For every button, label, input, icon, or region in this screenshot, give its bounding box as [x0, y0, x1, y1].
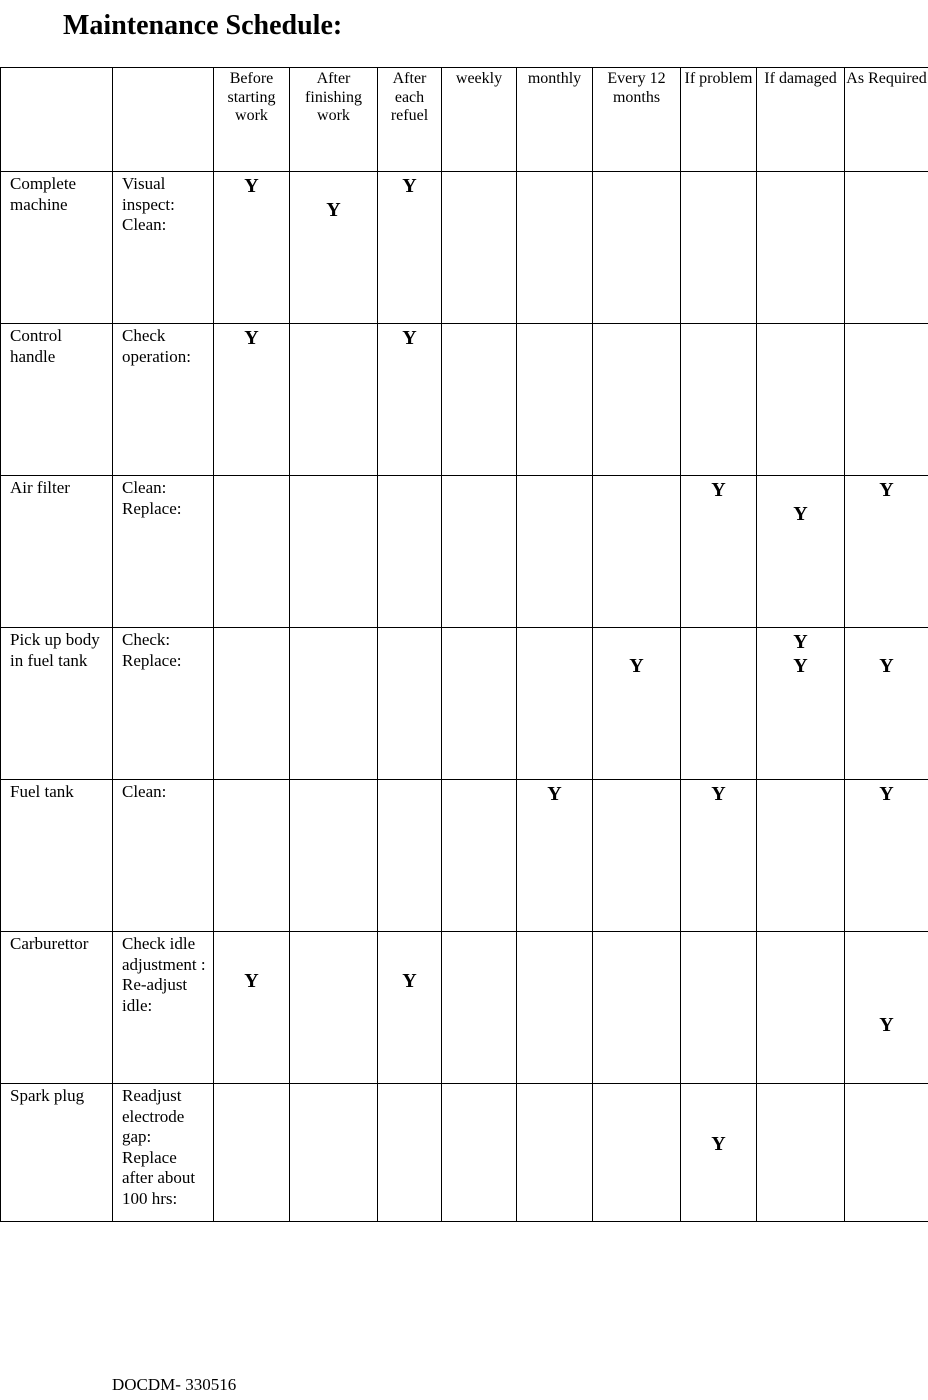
header-monthly: monthly	[517, 68, 593, 172]
cell-after-finishing	[290, 324, 378, 476]
table-row	[1, 324, 928, 476]
check-mark: Y	[879, 655, 894, 677]
cell-as-required	[845, 172, 928, 324]
cell-if-damaged	[757, 932, 845, 1084]
page-title: Maintenance Schedule:	[63, 10, 343, 41]
cell-every-12-months	[593, 324, 681, 476]
check-mark: Y	[244, 327, 259, 349]
header-after-each-refuel: After each refuel	[378, 68, 442, 172]
cell-monthly	[517, 628, 593, 780]
cell-if-damaged	[757, 476, 845, 628]
check-mark: Y	[793, 655, 808, 677]
header-row	[1, 68, 928, 172]
row-item: Carburettor	[1, 932, 113, 1084]
cell-every-12-months	[593, 172, 681, 324]
header-as-required: As Required	[845, 68, 928, 172]
table-row	[1, 172, 928, 324]
cell-as-required	[845, 1084, 928, 1222]
cell-weekly	[442, 172, 517, 324]
check-mark: Y	[793, 503, 808, 525]
cell-after-refuel	[378, 172, 442, 324]
cell-if-damaged	[757, 628, 845, 780]
cell-after-finishing	[290, 1084, 378, 1222]
header-if-damaged: If damaged	[757, 68, 845, 172]
cell-as-required	[845, 476, 928, 628]
cell-as-required	[845, 628, 928, 780]
check-mark: Y	[244, 970, 259, 992]
row-item: Air filter	[1, 476, 113, 628]
cell-before-starting	[214, 780, 290, 932]
check-mark: Y	[326, 199, 341, 221]
row-item: Fuel tank	[1, 780, 113, 932]
cell-if-problem	[681, 932, 757, 1084]
check-mark: Y	[547, 783, 562, 805]
cell-if-problem	[681, 628, 757, 780]
cell-monthly	[517, 1084, 593, 1222]
cell-after-finishing	[290, 476, 378, 628]
row-item: Control handle	[1, 324, 113, 476]
cell-as-required	[845, 932, 928, 1084]
cell-before-starting	[214, 324, 290, 476]
header-weekly: weekly	[442, 68, 517, 172]
cell-after-finishing	[290, 172, 378, 324]
header-item	[1, 68, 113, 172]
check-mark: Y	[244, 175, 259, 197]
cell-if-problem	[681, 324, 757, 476]
cell-if-problem	[681, 780, 757, 932]
cell-weekly	[442, 780, 517, 932]
check-mark: Y	[793, 631, 808, 653]
header-every-12-months: Every 12 months	[593, 68, 681, 172]
row-task: Readjust electrode gap: Replace after about 100 hrs:	[113, 1084, 214, 1222]
table-row	[1, 1084, 928, 1222]
cell-if-damaged	[757, 780, 845, 932]
check-mark: Y	[879, 783, 894, 805]
cell-after-refuel	[378, 476, 442, 628]
header-before-starting-work: Before starting work	[214, 68, 290, 172]
header-if-problem: If problem	[681, 68, 757, 172]
cell-every-12-months	[593, 476, 681, 628]
header-task	[113, 68, 214, 172]
table-row	[1, 476, 928, 628]
cell-if-damaged	[757, 324, 845, 476]
cell-every-12-months	[593, 628, 681, 780]
check-mark: Y	[711, 1133, 726, 1155]
cell-every-12-months	[593, 1084, 681, 1222]
cell-weekly	[442, 476, 517, 628]
check-mark: Y	[402, 327, 417, 349]
header-after-finishing-work: After finishing work	[290, 68, 378, 172]
row-task: Clean: Replace:	[113, 476, 214, 628]
row-item: Spark plug	[1, 1084, 113, 1222]
check-mark: Y	[629, 655, 644, 677]
document-reference: DOCDM- 330516	[112, 1375, 237, 1394]
cell-if-damaged	[757, 172, 845, 324]
cell-after-refuel	[378, 932, 442, 1084]
cell-if-damaged	[757, 1084, 845, 1222]
cell-after-refuel	[378, 780, 442, 932]
cell-weekly	[442, 324, 517, 476]
cell-before-starting	[214, 628, 290, 780]
check-mark: Y	[711, 479, 726, 501]
cell-every-12-months	[593, 932, 681, 1084]
row-task: Check operation:	[113, 324, 214, 476]
cell-before-starting	[214, 476, 290, 628]
maintenance-schedule-table	[0, 67, 928, 1222]
row-task: Check idle adjustment : Re-adjust idle:	[113, 932, 214, 1084]
table-row	[1, 932, 928, 1084]
cell-if-problem	[681, 1084, 757, 1222]
cell-after-refuel	[378, 628, 442, 780]
cell-every-12-months	[593, 780, 681, 932]
cell-before-starting	[214, 932, 290, 1084]
cell-before-starting	[214, 172, 290, 324]
cell-after-refuel	[378, 1084, 442, 1222]
cell-as-required	[845, 324, 928, 476]
cell-monthly	[517, 172, 593, 324]
cell-after-finishing	[290, 628, 378, 780]
check-mark: Y	[879, 479, 894, 501]
cell-weekly	[442, 1084, 517, 1222]
cell-monthly	[517, 932, 593, 1084]
cell-before-starting	[214, 1084, 290, 1222]
cell-weekly	[442, 932, 517, 1084]
table-row	[1, 780, 928, 932]
check-mark: Y	[711, 783, 726, 805]
row-item: Pick up body in fuel tank	[1, 628, 113, 780]
check-mark: Y	[402, 175, 417, 197]
row-task: Clean:	[113, 780, 214, 932]
cell-after-finishing	[290, 780, 378, 932]
cell-if-problem	[681, 476, 757, 628]
cell-after-finishing	[290, 932, 378, 1084]
cell-weekly	[442, 628, 517, 780]
cell-monthly	[517, 780, 593, 932]
cell-after-refuel	[378, 324, 442, 476]
table-row	[1, 628, 928, 780]
row-task: Check: Replace:	[113, 628, 214, 780]
check-mark: Y	[402, 970, 417, 992]
cell-if-problem	[681, 172, 757, 324]
cell-monthly	[517, 476, 593, 628]
check-mark: Y	[879, 1014, 894, 1036]
cell-monthly	[517, 324, 593, 476]
row-task: Visual inspect: Clean:	[113, 172, 214, 324]
row-item: Complete machine	[1, 172, 113, 324]
cell-as-required	[845, 780, 928, 932]
